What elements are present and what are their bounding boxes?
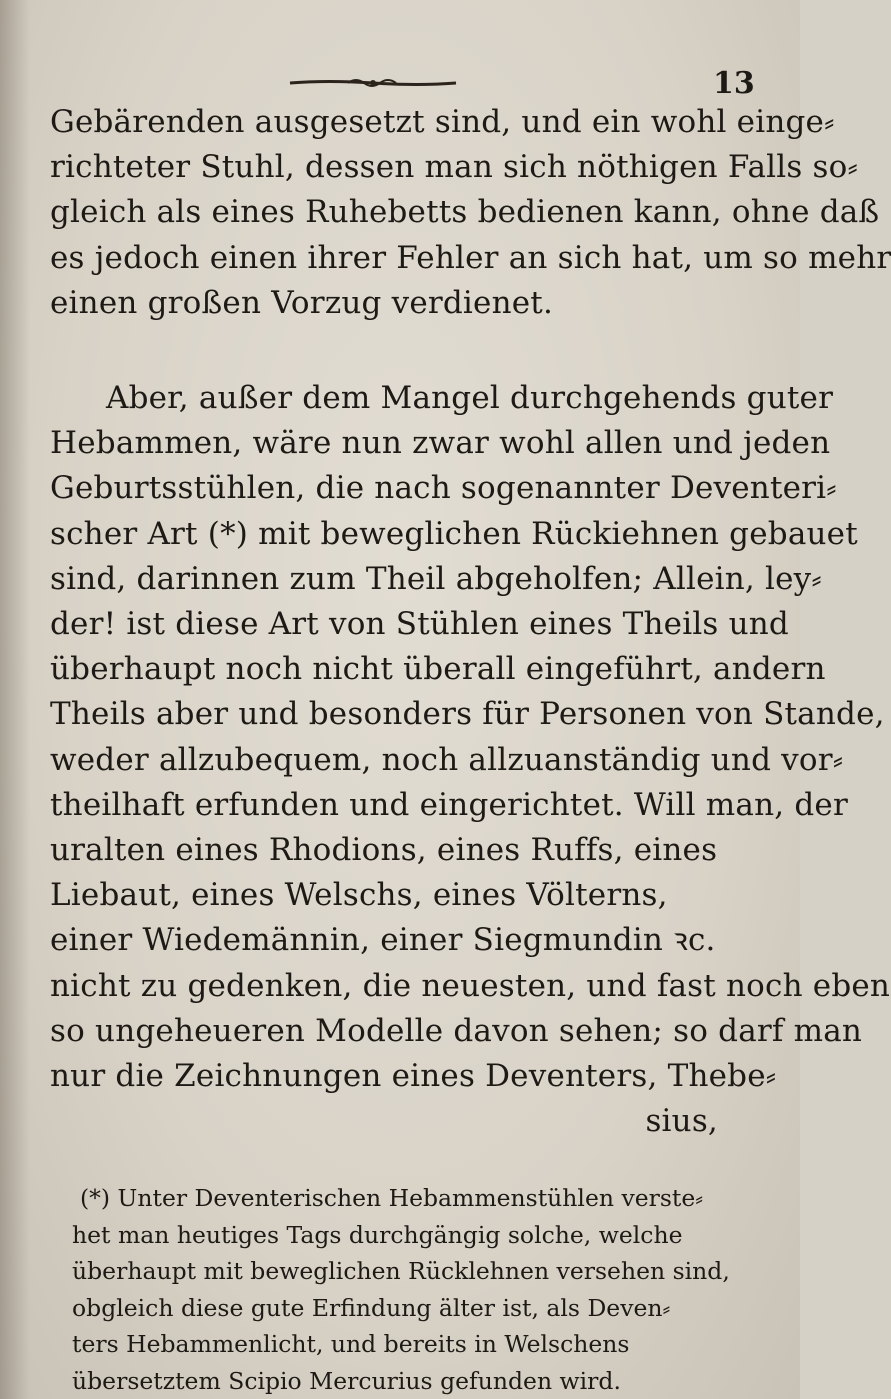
text-line: überhaupt noch nicht überall eingeführt, andern [50,651,826,688]
body-text [50,100,891,1399]
text-line: richteter Stuhl, dessen man sich nöthigen Falls so⸗ [50,149,859,186]
text-line: Gebärenden ausgesetzt sind, und ein wohl einge⸗ [50,104,835,140]
text-line: der! ist diese Art von Stühlen eines Theils und [50,606,789,643]
text-line: weder allzubequem, noch allzuanständig und vor⸗ [50,741,844,778]
text-line: theilhaft erfunden und eingerichtet. Will man, der [50,786,848,823]
footnote-line: obgleich diese gute Erfindung älter ist, als Deven⸗ [72,1293,671,1322]
text-line: Theils aber und besonders für Personen von Stande, [50,696,885,733]
text-line: gleich als eines Ruhebetts bedienen kann, ohne daß [50,194,880,231]
text-line: sind, darinnen zum Theil abgeholfen; Allein, ley⸗ [50,560,822,597]
text-line: einen großen Vorzug verdienet. [50,284,554,321]
text-line: Hebammen, wäre nun zwar wohl allen und jeden [50,425,831,462]
footnote-line: überhaupt mit beweglichen Rücklehnen versehen sind, [72,1257,730,1286]
decorative-rule-icon [288,76,458,90]
text-line: nicht zu gedenken, die neuesten, und fast noch eben [50,967,891,1004]
paragraph-1 [50,100,891,326]
catchword: sius, [645,1103,718,1140]
text-line: uralten eines Rhodions, eines Ruffs, eines [50,832,718,869]
footnote-line: übersetztem Scipio Mercurius gefunden wird. [72,1366,621,1395]
text-line: es jedoch einen ihrer Fehler an sich hat, um so mehr [50,239,891,276]
running-header [0,62,800,102]
paragraph-2 [50,376,891,1144]
text-line: einer Wiedemännin, einer Siegmundin ꝛc. [50,922,716,959]
text-line: nur die Zeichnungen eines Deventers, Thebe⸗ [50,1058,777,1095]
text-line: scher Art (*) mit beweglichen Rückiehnen gebauet [50,515,858,552]
binding-shadow [0,0,30,1399]
page-number: 13 [713,66,755,101]
text-line: so ungeheueren Modelle davon sehen; so darf man [50,1012,863,1049]
footnote-line: (*) Unter Deventerischen Hebammenstühlen verste⸗ [80,1184,704,1213]
text-line: Liebaut, eines Welschs, eines Völterns, [50,877,668,914]
text-line: Aber, außer dem Mangel durchgehends guter [106,380,834,417]
footnote [50,1180,730,1399]
footnote-line: ters Hebammenlicht, und bereits in Welschens [72,1330,630,1359]
text-line: Geburtsstühlen, die nach sogenannter Deventeri⸗ [50,470,837,507]
footnote-line: het man heutiges Tags durchgängig solche, welche [72,1220,683,1249]
